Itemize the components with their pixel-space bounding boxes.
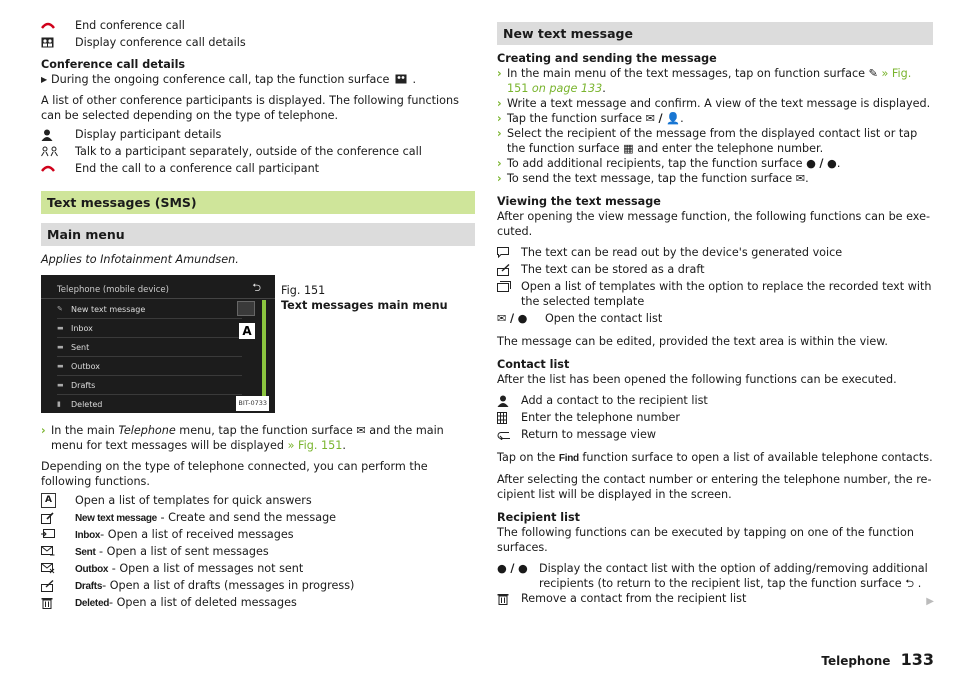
step-text: In the main menu of the text messages, tap on function surface <box>507 67 865 80</box>
viewing-heading: Viewing the text message <box>497 195 661 208</box>
page-number: 133 <box>900 650 934 669</box>
list-item <box>41 127 475 144</box>
instruction-step <box>497 111 933 126</box>
find-para <box>497 450 933 466</box>
function-label: New text message <box>75 513 157 524</box>
edit-para: The message can be edited, provided the text area is within the view. <box>497 335 888 348</box>
step-arrow-icon: › <box>497 172 502 185</box>
screen-menu-item[interactable] <box>57 395 242 413</box>
sms-section-title: Text messages (SMS) <box>41 191 475 214</box>
contact-heading: Contact list <box>497 358 570 371</box>
step-text: Select the recipient of the message from the displayed contact list or tap the function surface <box>507 127 918 155</box>
function-text: Open a list of templates for quick answers <box>75 494 312 507</box>
send-icon: ✉ <box>645 112 655 125</box>
function-label: Sent <box>75 547 96 558</box>
step-arrow-icon: › <box>497 157 502 170</box>
inbox-icon <box>41 527 75 542</box>
templates-button[interactable] <box>237 301 255 316</box>
step-end: . <box>917 577 922 590</box>
instruction-step <box>497 66 933 96</box>
recipient-item <box>497 561 933 591</box>
pencil-icon: ✎ <box>868 67 878 80</box>
function-label: Outbox <box>75 564 109 575</box>
contact-item-text: Return to message view <box>521 428 657 441</box>
list-item <box>41 161 475 178</box>
view-item-text: Open a list of templates with the option to replace the recorded text with the selected template <box>521 280 932 308</box>
contact-item <box>497 393 933 410</box>
list-item <box>41 144 475 161</box>
step-end: . <box>680 112 684 125</box>
step-italic: Telephone <box>118 424 176 437</box>
contact-item <box>497 410 933 427</box>
list-item <box>41 35 475 52</box>
step-arrow-icon: › <box>41 424 46 437</box>
slash: / <box>509 312 515 325</box>
instruction-step <box>41 423 475 453</box>
figure-title: Text messages main menu <box>281 299 448 312</box>
step-text: To add additional recipients, tap the function surface <box>507 157 803 170</box>
list-item-text: Display conference call details <box>75 36 246 49</box>
conf-details-heading: Conference call details <box>41 58 186 71</box>
slash: / <box>658 112 663 125</box>
screen-item-label: Deleted <box>71 399 103 409</box>
screen-item-label: New text message <box>71 304 146 314</box>
recipient-item-text: Remove a contact from the recipient list <box>521 592 747 605</box>
instruction-step <box>497 96 933 111</box>
function-label: Drafts <box>75 581 103 592</box>
after-para: After selecting the contact number or entering the telephone number, the re-cipient list will be displayed in the screen. <box>497 473 932 501</box>
infotainment-screen <box>41 275 275 413</box>
view-item <box>497 245 933 262</box>
drafts-icon: ▬ <box>57 380 64 389</box>
send-icon: ✉ <box>795 172 806 185</box>
step-text: Write a text message and confirm. A view of the text message is displayed. <box>507 97 931 110</box>
pencil-icon <box>41 510 75 525</box>
figure-code: BIT-0733 <box>236 396 269 411</box>
template-icon <box>497 279 521 294</box>
step-end: . <box>805 172 809 185</box>
recipient-icons <box>497 561 539 576</box>
screen-item-label: Outbox <box>71 361 100 371</box>
depending-para: Depending on the type of telephone connected, you can perform the following functions. <box>41 460 428 488</box>
continue-arrow-icon: ▶ <box>926 596 934 607</box>
conference-details-icon <box>41 35 75 50</box>
trash-icon: ▮ <box>57 399 61 408</box>
function-text: - Open a list of deleted messages <box>109 596 297 609</box>
list-item <box>41 18 475 35</box>
view-item <box>497 311 933 328</box>
contact-add-icon: ● <box>517 312 528 325</box>
split-call-icon <box>41 144 75 159</box>
step-text: menu, tap the function surface <box>179 424 353 437</box>
function-text: - Open a list of received messages <box>100 528 294 541</box>
list-item-text: End the call to a conference call participant <box>75 162 320 175</box>
function-item <box>41 578 475 595</box>
function-item <box>41 561 475 578</box>
screen-menu-item[interactable] <box>57 319 242 338</box>
find-label: Find <box>558 453 579 464</box>
function-text: - Open a list of messages not sent <box>108 562 304 575</box>
instruction-step <box>497 156 933 171</box>
person-icon: ● <box>827 157 837 170</box>
screen-item-label: Sent <box>71 342 90 352</box>
conf-details-para: A list of other conference participants is displayed. The following functions can be selected depending on the type of telephone. <box>41 94 459 122</box>
recipient-para: The following functions can be executed by tapping on one of the function surfaces. <box>497 526 914 554</box>
function-item <box>41 544 475 561</box>
envelope-icon: ✉ <box>356 424 366 437</box>
view-item-text: The text can be read out by the device's generated voice <box>521 246 843 259</box>
contact-add-icon: 👤 <box>666 112 681 125</box>
function-text: - Open a list of sent messages <box>95 545 269 558</box>
scrollbar[interactable] <box>262 300 266 396</box>
end-call-icon <box>41 18 75 33</box>
find-text: function surface to open a list of available telephone contacts. <box>582 451 933 464</box>
recipient-item <box>497 591 933 608</box>
find-text: Tap on the <box>497 451 556 464</box>
step-text: and the main menu for text messages will be displayed <box>51 424 444 452</box>
send-icon: ✉ <box>497 312 507 325</box>
new-text-message-title: New text message <box>497 22 933 45</box>
left-column <box>41 18 475 612</box>
list-item-text: End conference call <box>75 19 185 32</box>
person-icon <box>497 393 521 408</box>
sent-icon <box>41 544 75 559</box>
step-text: During the ongoing conference call, tap the function surface <box>51 73 390 86</box>
recipient-heading: Recipient list <box>497 511 580 524</box>
screen-item-label: Drafts <box>71 380 96 390</box>
step-end: . <box>412 73 417 86</box>
step-arrow-icon: › <box>497 67 502 80</box>
function-item <box>41 510 475 527</box>
viewing-para: After opening the view message function, the following functions can be exe-cuted. <box>497 210 931 238</box>
participant-icon <box>41 127 75 142</box>
figure-ref-link[interactable]: » Fig. 151 <box>287 439 343 452</box>
list-item-text: Display participant details <box>75 128 222 141</box>
function-label: Deleted <box>75 598 110 609</box>
function-item <box>41 493 475 510</box>
speech-icon <box>497 245 521 260</box>
figure-label: Fig. 151 <box>281 284 326 297</box>
main-menu-title: Main menu <box>41 223 475 246</box>
end-call-icon <box>41 161 75 176</box>
sent-icon: ▬ <box>57 342 64 351</box>
step-arrow-icon: › <box>497 112 502 125</box>
contact-icons <box>497 311 545 326</box>
callout-a-icon: A <box>41 493 56 508</box>
figure-ref-link[interactable]: » Fig. 151 <box>507 67 912 95</box>
function-label: Inbox <box>75 530 101 541</box>
list-item-text: Talk to a participant separately, outside of the conference call <box>75 145 422 158</box>
applies-note: Applies to Infotainment Amundsen. <box>41 253 239 266</box>
trash-icon <box>497 591 521 606</box>
person-icon: ● <box>806 157 816 170</box>
slash: / <box>510 562 515 575</box>
screen-title: Telephone (mobile device) <box>57 285 169 295</box>
step-arrow-icon: › <box>497 97 502 110</box>
instruction-step <box>41 72 475 87</box>
function-text: - Create and send the message <box>156 511 337 524</box>
page-footer <box>821 652 934 669</box>
trash-icon <box>41 595 75 610</box>
conference-details-icon <box>395 74 407 84</box>
screen-menu-item[interactable] <box>57 376 242 395</box>
view-item <box>497 262 933 279</box>
person-icon: ● <box>517 562 528 575</box>
return-icon: ⮌ <box>905 577 915 590</box>
step-end: . <box>342 439 346 452</box>
creating-heading: Creating and sending the message <box>497 52 717 65</box>
page-ref-link[interactable]: on page 133 <box>531 82 603 95</box>
recipient-item-text: Display the contact list with the option of adding/removing additional recipients (to return to the recipient list, tap the function surface <box>539 562 928 590</box>
screen-menu-item[interactable] <box>57 357 242 376</box>
return-icon: ⮌ <box>252 281 261 294</box>
contact-item-text: Add a contact to the recipient list <box>521 394 708 407</box>
keypad-icon <box>497 410 521 425</box>
contact-para: After the list has been opened the following functions can be executed. <box>497 373 897 386</box>
callout-label: A <box>239 323 255 339</box>
return-icon <box>497 427 521 442</box>
instruction-step <box>497 126 933 156</box>
outbox-icon <box>41 561 75 576</box>
step-text: To send the text message, tap the function surface <box>507 172 793 185</box>
inbox-icon: ▬ <box>57 323 64 332</box>
pencil-icon: ✎ <box>57 304 63 313</box>
screen-menu-item[interactable] <box>57 338 242 357</box>
keypad-icon: ▦ <box>623 142 634 155</box>
function-item <box>41 527 475 544</box>
contact-item-text: Enter the telephone number <box>521 411 680 424</box>
outbox-icon: ▬ <box>57 361 64 370</box>
step-text: Tap the function surface <box>507 112 643 125</box>
function-text: - Open a list of drafts (messages in progress) <box>102 579 355 592</box>
view-item-text: Open the contact list <box>545 312 663 325</box>
drafts-icon <box>497 262 521 277</box>
view-item <box>497 279 933 309</box>
figure-151 <box>41 275 475 413</box>
screen-item-label: Inbox <box>71 323 93 333</box>
drafts-icon <box>41 578 75 593</box>
right-column <box>497 22 933 608</box>
function-item <box>41 595 475 612</box>
person-icon: ● <box>497 562 507 575</box>
step-end: . <box>836 157 841 170</box>
step-text: In the main <box>51 424 115 437</box>
step-end: . <box>602 82 606 95</box>
step-arrow-icon: › <box>497 127 502 140</box>
instruction-step <box>497 171 933 186</box>
contact-item <box>497 427 933 444</box>
footer-section: Telephone <box>821 654 891 668</box>
view-item-text: The text can be stored as a draft <box>521 263 705 276</box>
play-arrow-icon: ▶ <box>41 75 48 84</box>
screen-menu-item[interactable] <box>57 300 242 319</box>
step-text: and enter the telephone number. <box>637 142 824 155</box>
slash: / <box>819 157 824 170</box>
figure-caption <box>281 275 448 413</box>
